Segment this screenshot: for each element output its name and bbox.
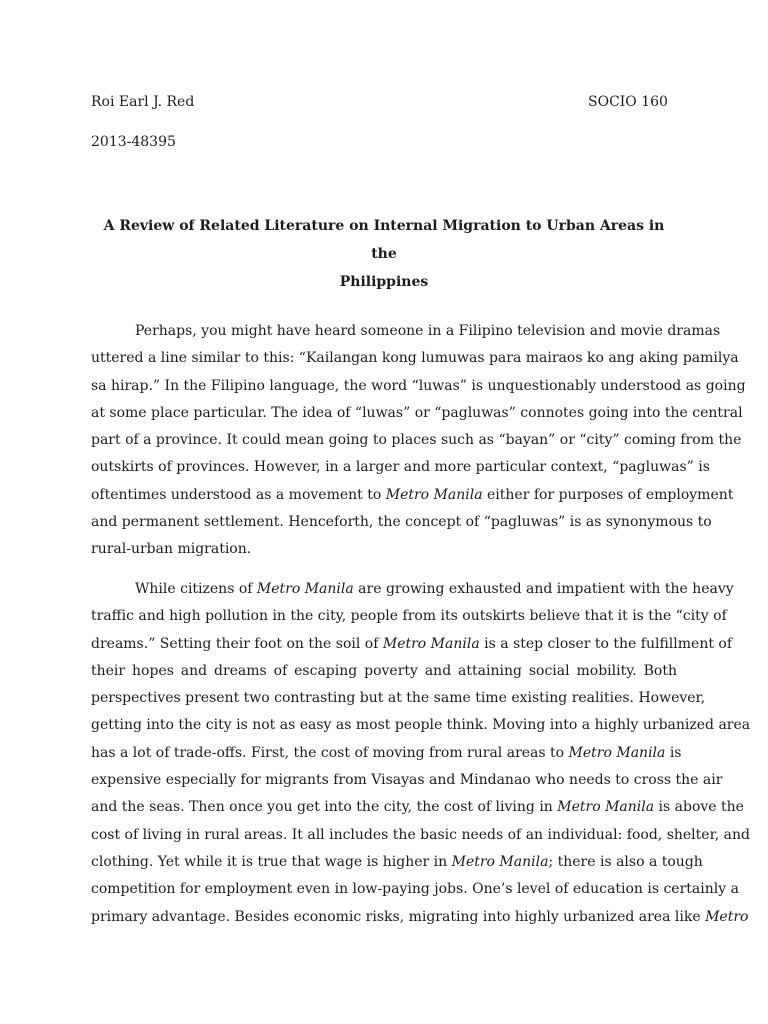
paragraph-line [91, 876, 739, 903]
author-name: Roi Earl J. Red [91, 94, 195, 110]
text-run: ; there is also a tough [548, 853, 703, 870]
text-run: cost of living in rural areas. It all includes the basic needs of an individual: food, shelter, and [91, 826, 750, 843]
paragraph-line [91, 822, 750, 849]
text-run: uttered a line similar to this: “Kailangan kong lumuwas para mairaos ko ang aking pamilya [91, 350, 739, 367]
text-run: at some place particular. The idea of “luwas” or “pagluwas” connotes going into the central [91, 404, 743, 421]
body-paragraph-2 [91, 576, 751, 931]
paragraph-line [91, 318, 721, 345]
text-run: sa hirap.” In the Filipino language, the word “luwas” is unquestionably understood as going [91, 377, 746, 394]
text-run: and the seas. Then once you get into the city, the cost of living in [91, 799, 558, 816]
text-run: traffic and high pollution in the city, people from its outskirts believe that it is the “city of [91, 608, 727, 625]
paragraph-line [91, 794, 744, 821]
text-run: getting into the city is not as easy as most people think. Moving into a highly urbanized area [91, 717, 751, 734]
paragraph-line [91, 345, 739, 372]
paragraph-line [91, 536, 677, 563]
text-run: is a step closer to the fulfillment of [479, 635, 733, 652]
text-run: oftentimes understood as a movement to [91, 486, 386, 503]
title-line: Philippines [339, 274, 429, 290]
paragraph-line [91, 685, 706, 712]
paragraph-line [91, 576, 734, 603]
paragraph-line [91, 767, 723, 794]
text-run: either for purposes of employment [482, 486, 734, 503]
paragraph-line [91, 373, 746, 400]
title-line: A Review of Related Literature on Internal Migration to Urban Areas in the [103, 218, 665, 262]
text-run: their hopes and dreams of escaping poverty and attaining social mobility. Both [91, 662, 677, 679]
text-run: perspectives present two contrasting but at the same time existing realities. However, [91, 690, 706, 707]
italic-text: Metro Manila [256, 581, 354, 597]
text-run: clothing. Yet while it is true that wage is higher in [91, 853, 452, 870]
italic-text: Metro Manila [382, 635, 480, 652]
italic-text: Metro Manila [451, 853, 549, 870]
text-run: dreams.” Setting their foot on the soil of [91, 635, 383, 652]
paragraph-line [91, 631, 733, 658]
italic-text: Metro Manila [385, 486, 483, 503]
paragraph-line [91, 454, 710, 481]
text-run: Perhaps, you might have heard someone in a Filipino television and movie dramas [135, 323, 721, 339]
student-number: 2013-48395 [91, 134, 176, 150]
paragraph-line [91, 509, 712, 536]
text-run: While citizens of [135, 581, 257, 597]
text-run: part of a province. It could mean going to places such as “bayan” or “city” coming from the [91, 432, 742, 449]
text-run: is [665, 744, 682, 761]
paragraph-line [91, 482, 734, 509]
text-run: has a lot of trade-offs. First, the cost of moving from rural areas to [91, 744, 569, 761]
body-paragraph-1 [91, 318, 746, 564]
paragraph-line [91, 400, 743, 427]
paragraph-line [91, 849, 703, 876]
paragraph-line [91, 904, 749, 931]
text-run: primary advantage. Besides economic risks, migrating into highly urbanized area like [91, 908, 706, 925]
paragraph-line [91, 427, 742, 454]
paragraph-line [91, 712, 751, 739]
text-run: expensive especially for migrants from Visayas and Mindanao who needs to cross the air [91, 772, 723, 789]
text-run: competition for employment even in low-paying jobs. One’s level of education is certainly a [91, 881, 739, 898]
italic-text: Metro Manila [557, 799, 655, 816]
paragraph-line [91, 740, 682, 767]
text-run: and permanent settlement. Henceforth, the concept of “pagluwas” is as synonymous to [91, 514, 712, 531]
text-run: outskirts of provinces. However, in a larger and more particular context, “pagluwas” is [91, 459, 710, 476]
document-title [91, 212, 677, 296]
text-run: is above the [654, 799, 744, 816]
text-run: are growing exhausted and impatient with the heavy [353, 581, 734, 597]
text-run: rural-urban migration. [91, 541, 252, 558]
paragraph-line [91, 658, 677, 685]
paragraph-line [91, 603, 727, 630]
italic-text: Metro [705, 908, 749, 925]
italic-text: Metro Manila [568, 744, 666, 761]
course-code: SOCIO 160 [588, 94, 668, 110]
